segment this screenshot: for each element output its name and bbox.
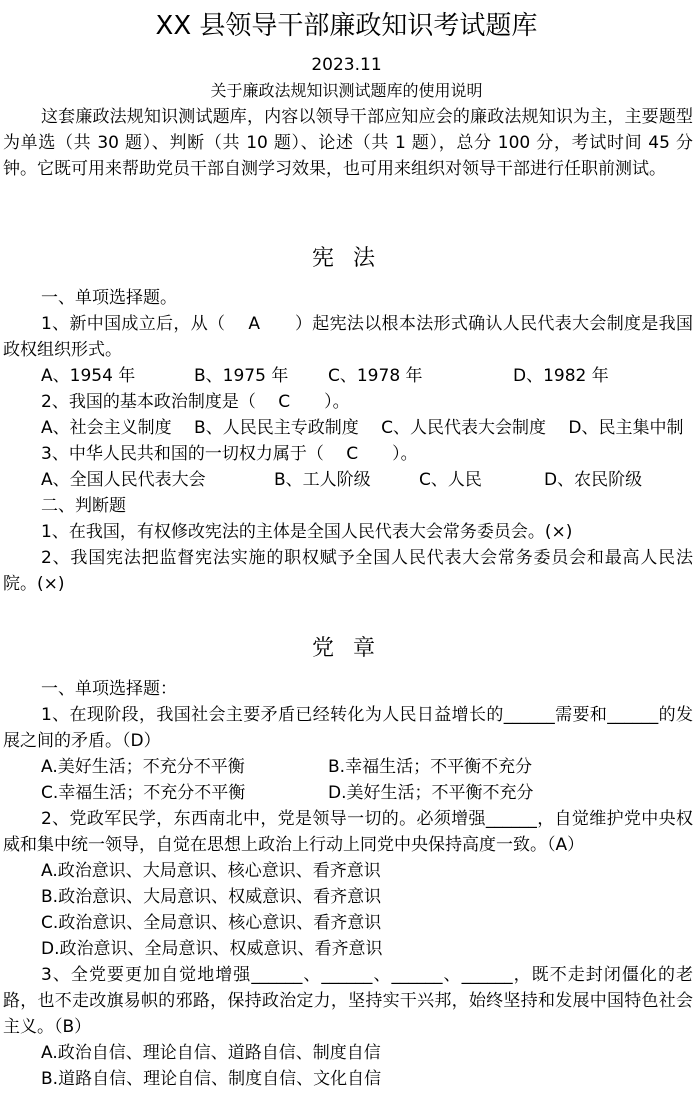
option-a: A.政治意识、大局意识、核心意识、看齐意识 bbox=[41, 861, 381, 881]
option-b: B.政治意识、大局意识、权威意识、看齐意识 bbox=[41, 887, 382, 907]
option-d: D.美好生活；不平衡不充分 bbox=[328, 783, 534, 803]
document-subtitle: 关于廉政法规知识测试题库的使用说明 bbox=[210, 81, 483, 100]
question-2-options: A、社会主义制度 B、人民民主专政制度 C、人民代表大会制度 D、民主集中制 bbox=[41, 418, 684, 438]
option-d: D、农民阶级 bbox=[544, 470, 643, 490]
question-3: 3、中华人民共和国的一切权力属于（ C ）。 bbox=[41, 444, 418, 464]
question-1-options-row2 bbox=[3, 780, 693, 806]
question-1-options-row1 bbox=[3, 754, 693, 780]
option-b: B.道路自信、理论自信、制度自信、文化自信 bbox=[41, 1069, 382, 1089]
option-a: A、全国人民代表大会 bbox=[41, 470, 206, 490]
intro-paragraph: 这套廉政法规知识测试题库，内容以领导干部应知应会的廉政法规知识为主，主要题型为单选（共 30 题）、判断（共 10 题）、论述（共 1 题），总分 100 分，考试时间 45 分钟。它既可用来帮助党员干部自测学习效果，也可用来组织对领导干部进行任职前测试。 bbox=[3, 107, 693, 179]
document-title: XX 县领导干部廉政知识考试题库 bbox=[155, 11, 538, 41]
part-heading: 二、判断题 bbox=[41, 496, 126, 516]
section-heading-xianfa: 宪 法 bbox=[312, 246, 381, 271]
option-a: A、1954 年 bbox=[41, 366, 136, 386]
option-c: C.幸福生活；不充分不平衡 bbox=[41, 783, 246, 803]
part-heading: 一、单项选择题： bbox=[41, 679, 177, 699]
document-date: 2023.11 bbox=[311, 55, 382, 75]
option-c: C、人民 bbox=[419, 470, 482, 490]
question-2: 2、党政军民学，东西南北中，党是领导一切的。必须增强______，自觉维护党中央权威和集中统一领导，自觉在思想上政治上行动上同党中央保持高度一致。（A） bbox=[3, 809, 693, 855]
question-3-options bbox=[3, 467, 693, 493]
part-heading: 一、单项选择题。 bbox=[41, 288, 177, 308]
question-3: 3、全党要更加自觉地增强______、______、______、______，既不走封闭僵化的老路，也不走改旗易帜的邪路，保持政治定力，坚持实干兴邦，始终坚持和发展中国特色社会主义。（B） bbox=[3, 965, 693, 1037]
section-xianfa bbox=[3, 285, 693, 597]
section-heading-dangzhang: 党 章 bbox=[312, 636, 381, 661]
question-2: 2、我国的基本政治制度是（ C ）。 bbox=[41, 392, 350, 412]
option-c: C.政治意识、全局意识、核心意识、看齐意识 bbox=[41, 913, 382, 933]
question-1-options bbox=[3, 363, 693, 389]
question-1: 1、在现阶段，我国社会主要矛盾已经转化为人民日益增长的______需要和______的发展之间的矛盾。（D） bbox=[3, 705, 693, 751]
option-d: D.政治意识、全局意识、权威意识、看齐意识 bbox=[41, 939, 383, 959]
option-a: A.美好生活；不充分不平衡 bbox=[41, 757, 245, 777]
option-b: B、1975 年 bbox=[194, 366, 289, 386]
option-a: A.政治自信、理论自信、道路自信、制度自信 bbox=[41, 1043, 381, 1063]
option-c: C、1978 年 bbox=[328, 366, 423, 386]
section-dangzhang bbox=[3, 676, 693, 1092]
option-b: B、工人阶级 bbox=[274, 470, 371, 490]
judgment-2: 2、我国宪法把监督宪法实施的职权赋予全国人民代表大会常务委员会和最高人民法院。(×) bbox=[3, 548, 693, 594]
option-b: B.幸福生活；不平衡不充分 bbox=[328, 757, 533, 777]
judgment-1: 1、在我国，有权修改宪法的主体是全国人民代表大会常务委员会。(×) bbox=[41, 522, 573, 542]
option-d: D、1982 年 bbox=[513, 366, 609, 386]
question-1: 1、新中国成立后，从（ A ）起宪法以根本法形式确认人民代表大会制度是我国政权组织形式。 bbox=[3, 314, 693, 360]
